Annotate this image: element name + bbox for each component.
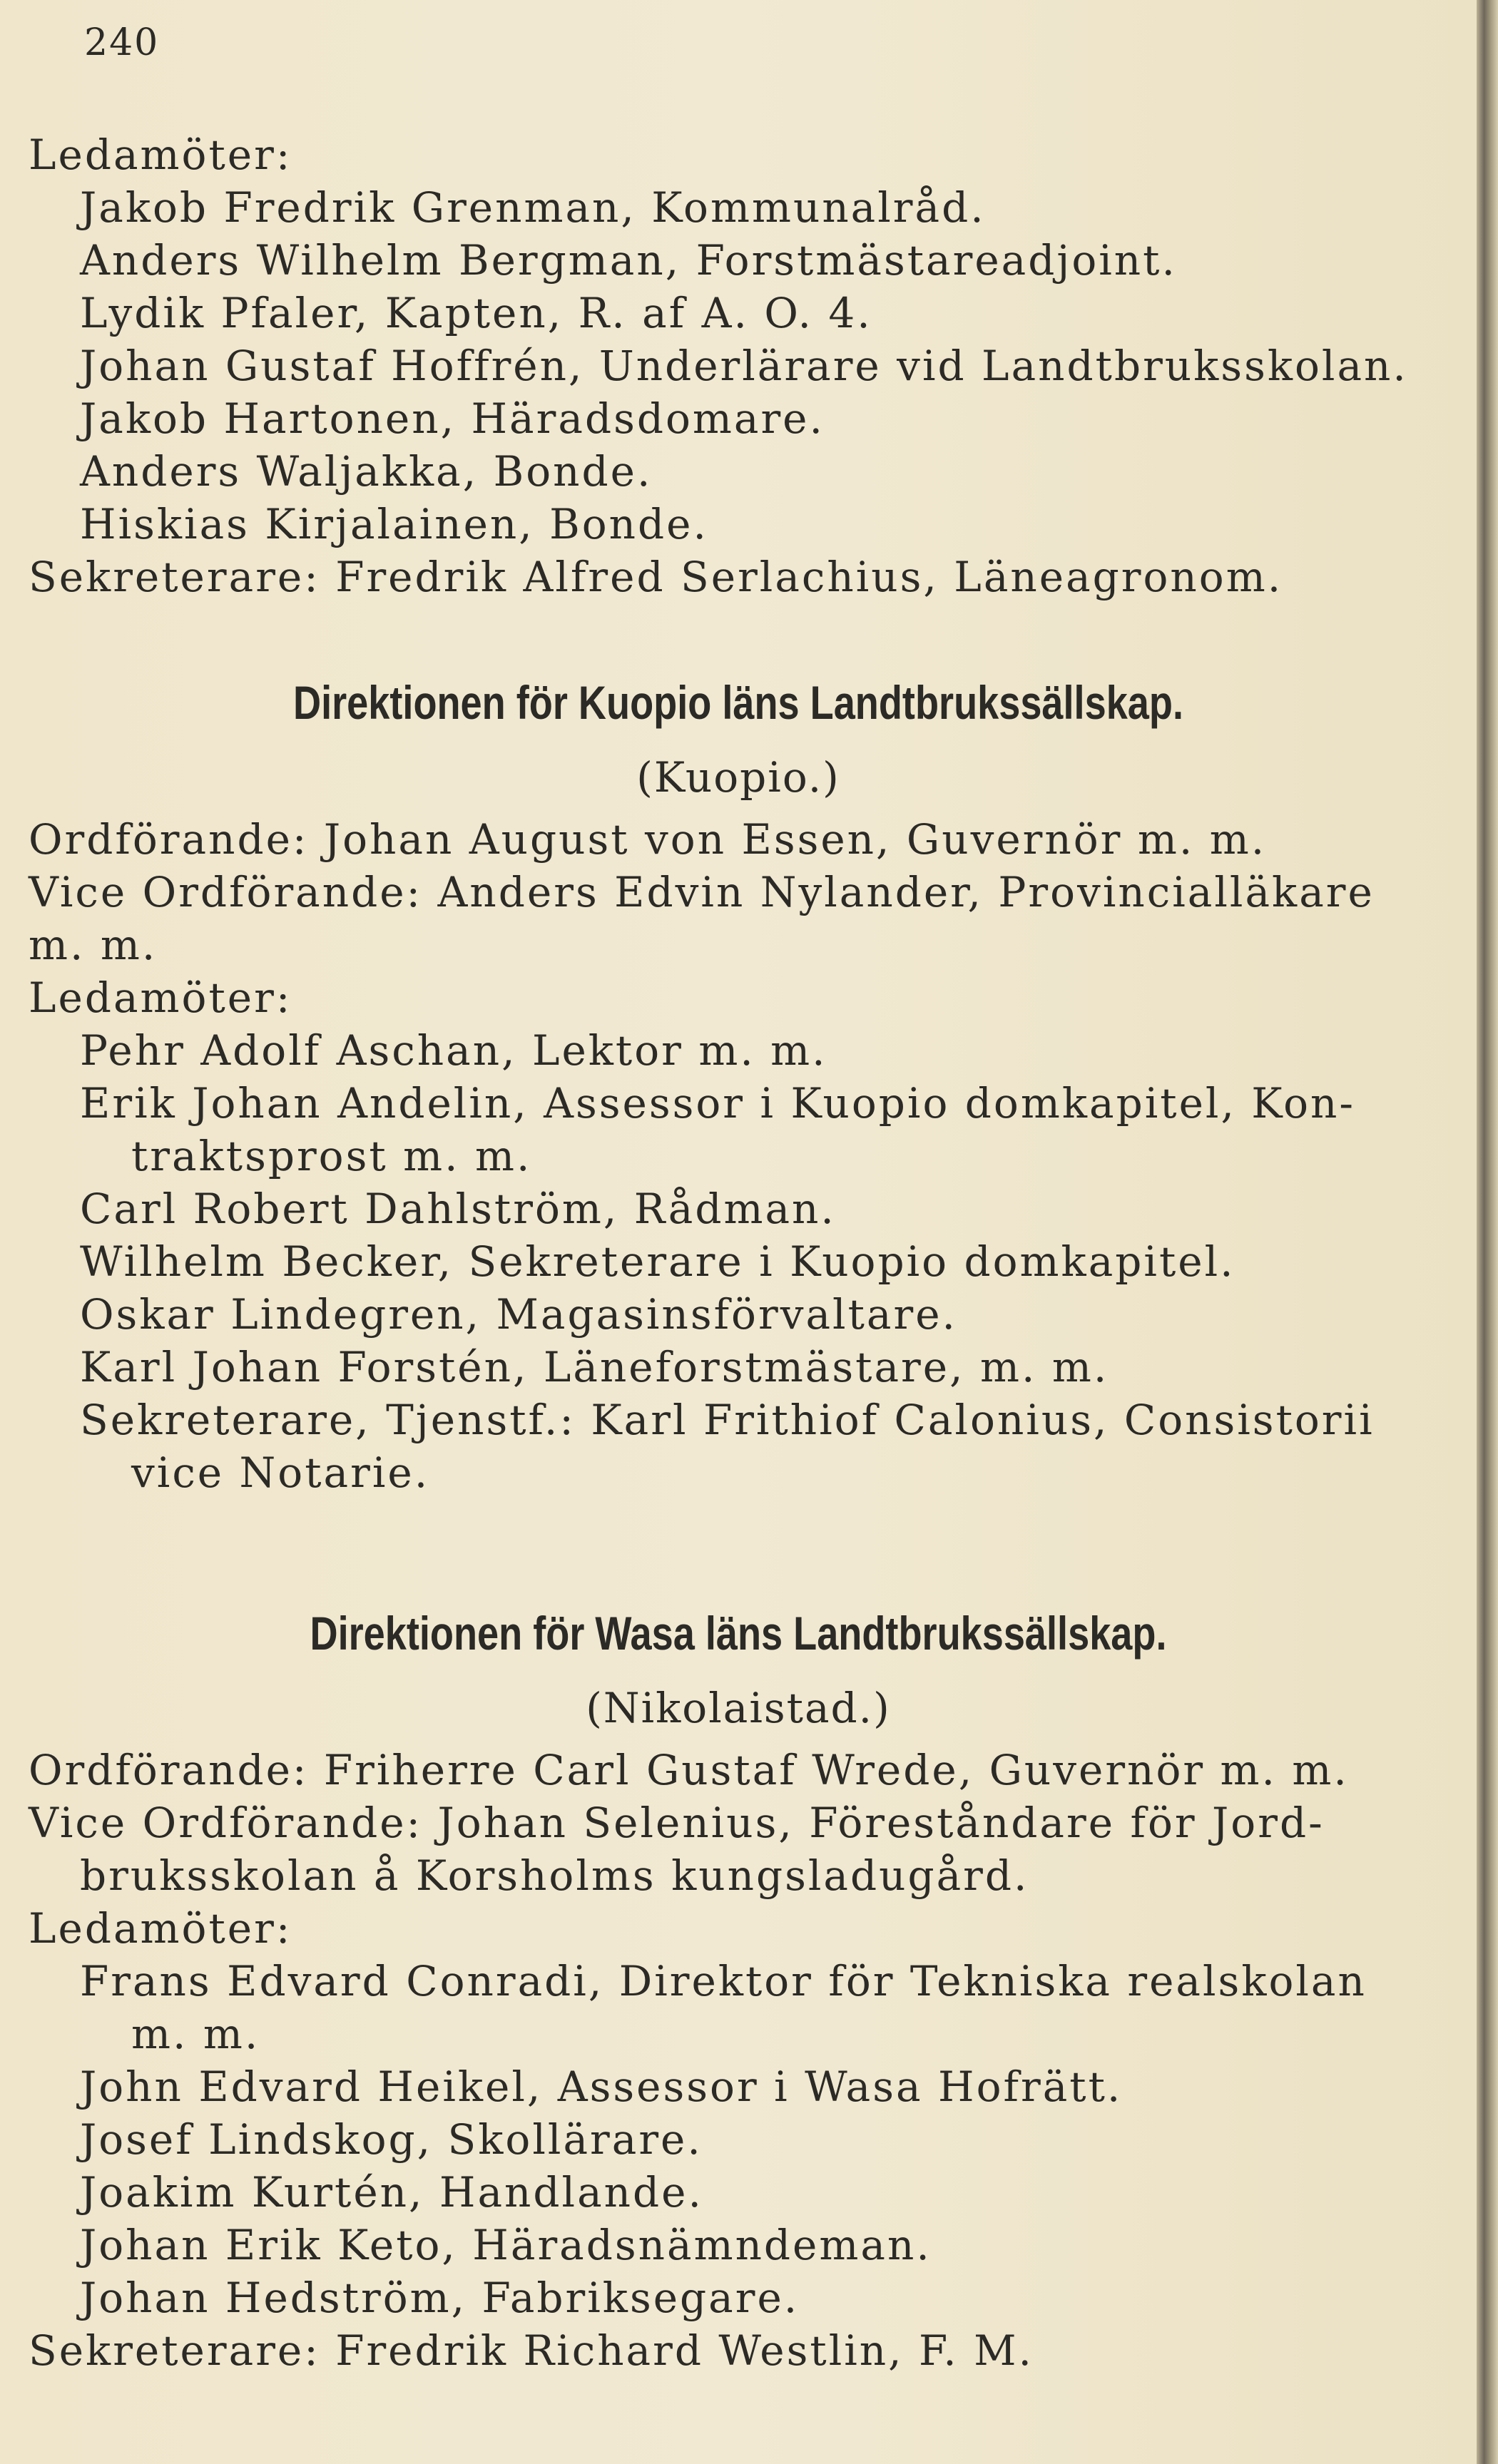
page-edge — [1477, 0, 1498, 2464]
vice-chair-line: Vice Ordförande: Anders Edvin Nylander, Provincialläkare — [29, 868, 1375, 916]
member-line: Hiskias Kirjalainen, Bonde. — [80, 500, 708, 548]
members-label: Ledamöter: — [29, 131, 292, 179]
secretary-line-cont: vice Notarie. — [131, 1448, 430, 1497]
secretary-line: Sekreterare: Fredrik Alfred Serlachius, Läneagronom. — [29, 553, 1283, 601]
member-line: Pehr Adolf Aschan, Lektor m. m. — [80, 1026, 827, 1075]
section-wasa — [29, 1594, 1448, 2377]
member-line: Oskar Lindegren, Magasinsförvaltare. — [80, 1290, 957, 1339]
member-line: Anders Waljakka, Bonde. — [80, 447, 653, 496]
member-line: Josef Lindskog, Skollärare. — [80, 2115, 703, 2164]
chair-line: Ordförande: Friherre Carl Gustaf Wrede, Guvernör m. m. — [29, 1746, 1349, 1794]
section-place: (Nikolaistad.) — [586, 1684, 891, 1732]
secretary-line: Sekreterare: Fredrik Richard Westlin, F. M. — [29, 2326, 1034, 2375]
member-line: Johan Hedström, Fabriksegare. — [80, 2274, 800, 2322]
vice-chair-line: Vice Ordförande: Johan Selenius, Föreståndare för Jord- — [29, 1799, 1325, 1847]
vice-chair-line-cont: bruksskolan å Korsholms kungsladugård. — [80, 1851, 1029, 1900]
section-heading: Direktionen för Wasa läns Landtbrukssällskap. — [310, 1607, 1167, 1660]
member-line: Karl Johan Forstén, Läneforstmästare, m. m. — [80, 1343, 1109, 1391]
member-line: Johan Erik Keto, Häradsnämndeman. — [80, 2221, 932, 2269]
chair-line: Ordförande: Johan August von Essen, Guvernör m. m. — [29, 815, 1267, 864]
section-heading: Direktionen för Kuopio läns Landtbrukssällskap. — [293, 676, 1183, 729]
secretary-line: Sekreterare, Tjenstf.: Karl Frithiof Calonius, Consistorii — [80, 1396, 1375, 1444]
member-line: Erik Johan Andelin, Assessor i Kuopio domkapitel, Kon- — [80, 1079, 1355, 1128]
member-line: Jakob Hartonen, Häradsdomare. — [80, 394, 825, 443]
page-number: 240 — [84, 21, 160, 64]
section-place: (Kuopio.) — [636, 753, 840, 802]
member-line: Lydik Pfaler, Kapten, R. af A. O. 4. — [80, 289, 872, 337]
member-line: Wilhelm Becker, Sekreterare i Kuopio domkapitel. — [80, 1237, 1235, 1286]
member-line: Jakob Fredrik Grenman, Kommunalråd. — [80, 183, 986, 232]
member-line-cont: traktsprost m. m. — [131, 1132, 532, 1180]
member-line: John Edvard Heikel, Assessor i Wasa Hofrätt. — [80, 2062, 1123, 2111]
section-members-continued — [29, 128, 1448, 603]
member-line-cont: m. m. — [131, 2010, 260, 2058]
member-line: Anders Wilhelm Bergman, Forstmästareadjoint. — [80, 236, 1177, 285]
member-line: Carl Robert Dahlström, Rådman. — [80, 1185, 836, 1233]
member-line: Frans Edvard Conradi, Direktor för Tekniska realskolan — [80, 1957, 1367, 2005]
member-line: Joakim Kurtén, Handlande. — [80, 2168, 703, 2217]
members-label: Ledamöter: — [29, 973, 292, 1022]
members-label: Ledamöter: — [29, 1904, 292, 1953]
vice-chair-line-cont: m. m. — [29, 921, 158, 969]
section-kuopio — [29, 663, 1448, 1499]
member-line: Johan Gustaf Hoffrén, Underlärare vid Landtbruksskolan. — [80, 342, 1408, 390]
